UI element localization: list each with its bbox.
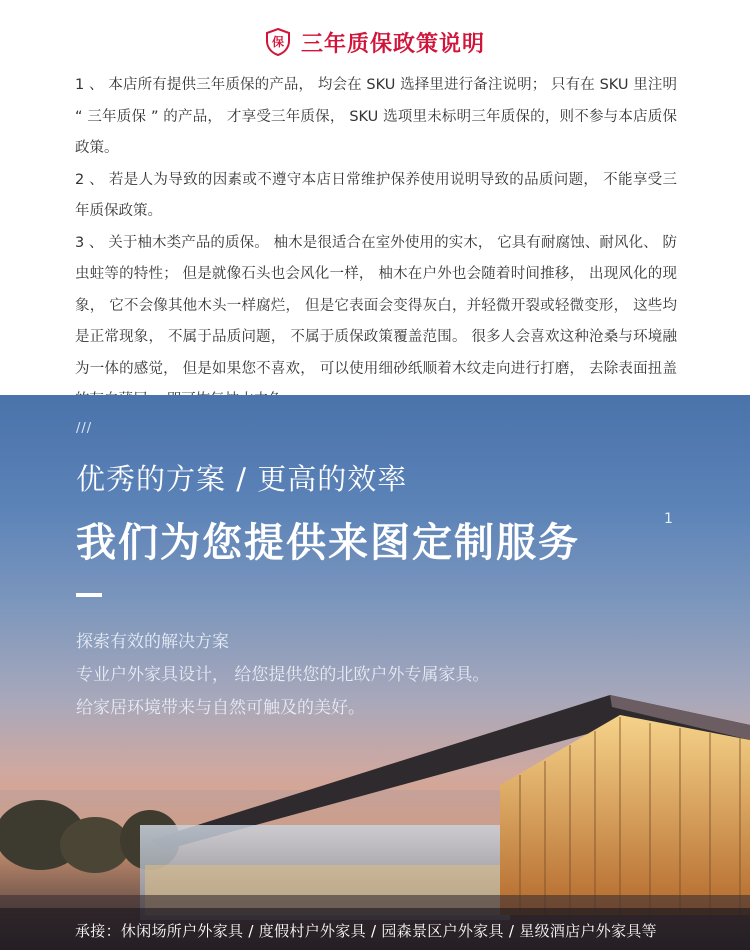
hero-subtitle: 优秀的方案 / 更高的效率 (76, 462, 408, 496)
warranty-header (0, 24, 750, 60)
hero-description (76, 626, 636, 725)
warranty-item-1: 1 、 本店所有提供三年质保的产品， 均会在 SKU 选择里进行备注说明； 只有在 SKU 里注明 “ 三年质保 ” 的产品， 才享受三年质保， SKU 选项里未标明三年质保的，则不参与本店质保政策。 (75, 77, 677, 156)
warranty-item-3: 3 、 关于柚木类产品的质保。 柚木是很适合在室外使用的实木， 它具有耐腐蚀、耐风化、 防虫蛀等的特性； 但是就像石头也会风化一样， 柚木在户外也会随着时间推移， 出现风化的现象， 它不会像其他木头一样腐烂， 但是它表面会变得灰白，并轻微开裂或轻微变形， 这些均是正常现象， 不属于品质问题， 不属于质保政策覆盖范围。 很多人会喜欢这种沧桑与环境融为一体的感觉， 但是如果您不喜欢， 可以使用细砂纸顺着木纹走向进行打磨， 去除表面扭盖 (75, 234, 677, 377)
warranty-section (0, 0, 750, 395)
hero-footer-bar (0, 908, 750, 950)
hero-line-2: 专业户外家具设计， 给您提供您的北欧户外专属家具。 (76, 665, 490, 685)
hero-line-1: 探索有效的解决方案 (76, 632, 229, 652)
warranty-item-2: 2 、 若是人为导致的因素或不遵守本店日常维护保养使用说明导致的品质问题， 不能享受三年质保政策。 (75, 171, 677, 219)
hero-banner (0, 395, 750, 950)
hero-title: 我们为您提供来图定制服务 (76, 520, 580, 566)
decorative-slashes: /// (76, 421, 93, 436)
shield-icon (265, 28, 291, 56)
warranty-body (75, 70, 677, 417)
hero-line-3: 给家居环境带来与自然可触及的美好。 (76, 698, 365, 718)
warranty-title: 三年质保政策说明 (300, 31, 485, 57)
hero-superscript: 1 (664, 511, 673, 527)
hero-divider (76, 593, 102, 597)
shield-icon-label: 保 (271, 35, 284, 49)
hero-footer-text: 承接：休闲场所户外家具 / 度假村户外家具 / 园森景区户外家具 / 星级酒店户外家具等 (75, 922, 657, 940)
